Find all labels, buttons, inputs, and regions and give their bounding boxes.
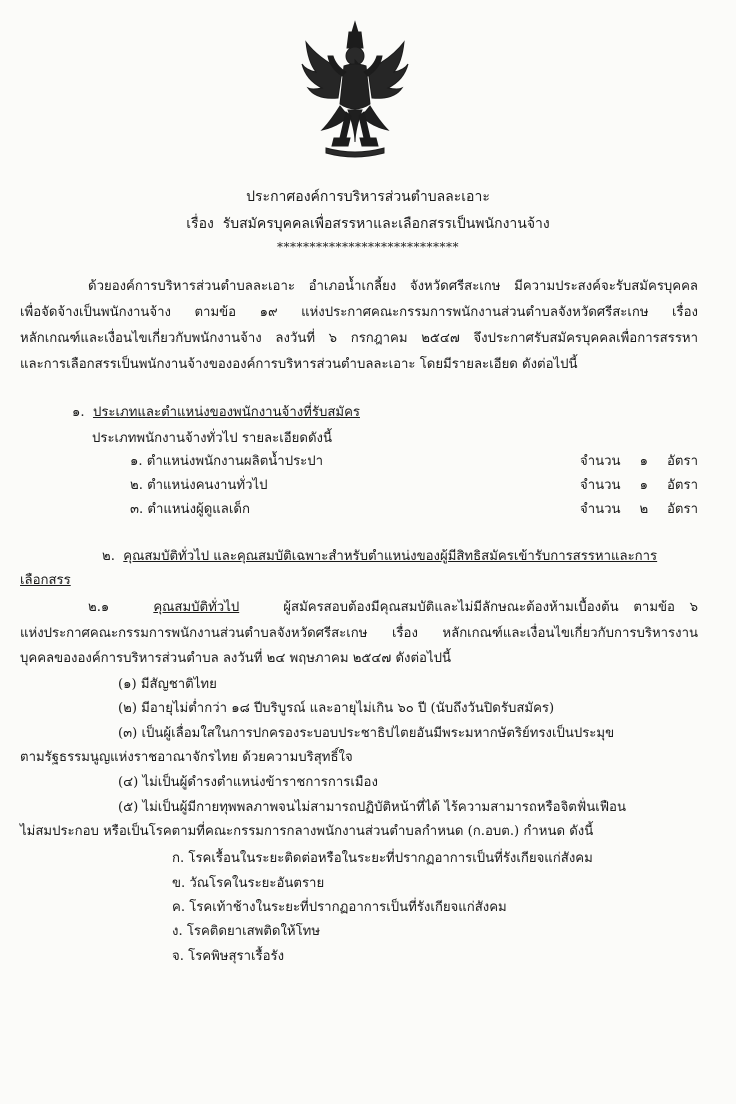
section2-heading-cont: เลือกสรร — [20, 573, 71, 588]
disease-item: ก. โรคเรื้อนในระยะติดต่อหรือในระยะที่ปรากฏอาการเป็นที่รังเกียจแก่สังคม — [172, 851, 593, 866]
section2-number: ๒. — [102, 549, 115, 564]
position-2-label: ๒. ตำแหน่งคนงานทั่วไป — [130, 478, 268, 493]
position-2-count: จำนวน ๑ อัตรา — [580, 478, 698, 493]
subject-text: รับสมัครบุคคลเพื่อสรรหาและเลือกสรรเป็นพนักงานจ้าง — [222, 216, 550, 232]
position-3-count: จำนวน ๒ อัตรา — [580, 502, 698, 517]
section2-heading — [102, 548, 657, 566]
section2-1-number: ๒.๑ — [88, 600, 110, 615]
disease-item: ง. โรคติดยาเสพติดให้โทษ — [172, 924, 321, 939]
intro-line-1: ด้วยองค์การบริหารส่วนตำบลละเอาะ อำเภอน้ำเกลี้ยง จังหวัดศรีสะเกษ มีความประสงค์จะรับสมัครบุคคล — [88, 279, 698, 294]
position-1-count: จำนวน ๑ อัตรา — [580, 454, 698, 469]
disease-item: ข. วัณโรคในระยะอันตราย — [172, 876, 325, 891]
section2-heading-text: คุณสมบัติทั่วไป และคุณสมบัติเฉพาะสำหรับตำแหน่งของผู้มีสิทธิสมัครเข้ารับการสรรหาและการ — [123, 549, 658, 564]
section2-1-line-1: ๒.๑ คุณสมบัติทั่วไป ผู้สมัครสอบต้องมีคุณสมบัติและไม่มีลักษณะต้องห้ามเบื้องต้น ตามข้อ ๖ — [88, 600, 699, 615]
intro-line-2: เพื่อจัดจ้างเป็นพนักงานจ้าง ตามข้อ ๑๙ แห่งประกาศคณะกรรมการพนักงานส่วนตำบลจังหวัดศรีสะเกษ เรื่อง — [20, 305, 698, 320]
position-3-label: ๓. ตำแหน่งผู้ดูแลเด็ก — [130, 502, 250, 517]
section1-heading-text: ประเภทและตำแหน่งของพนักงานจ้างที่รับสมัคร — [92, 405, 360, 420]
qualification-1: (๑) มีสัญชาติไทย — [118, 677, 217, 692]
qualification-3: (๓) เป็นผู้เลื่อมใสในการปกครองระบอบประชาธิปไตยอันมีพระมหากษัตริย์ทรงเป็นประมุข — [118, 726, 615, 741]
disease-item: จ. โรคพิษสุราเรื้อรัง — [172, 949, 285, 964]
disease-item: ค. โรคเท้าช้างในระยะที่ปรากฏอาการเป็นที่รังเกียจแก่สังคม — [172, 900, 507, 915]
document-subject — [0, 215, 736, 233]
header-separator: **************************** — [277, 240, 459, 254]
qualification-4: (๔) ไม่เป็นผู้ดำรงตำแหน่งข้าราชการการเมือง — [118, 775, 378, 790]
section1-subheading: ประเภทพนักงานจ้างทั่วไป รายละเอียดดังนี้ — [92, 431, 332, 446]
garuda-emblem — [300, 18, 410, 163]
section2-1-line-3: บุคคลขององค์การบริหารส่วนตำบล ลงวันที่ ๒๔ พฤษภาคม ๒๕๔๗ ดังต่อไปนี้ — [20, 651, 451, 666]
section2-1-line-2: แห่งประกาศคณะกรรมการพนักงานส่วนตำบลจังหวัดศรีสะเกษ เรื่อง หลักเกณฑ์และเงื่อนไขเกี่ยวกับการบริหารงาน — [20, 626, 698, 641]
intro-line-4: และการเลือกสรรเป็นพนักงานจ้างขององค์การบริหารส่วนตำบลละเอาะ โดยมีรายละเอียด ดังต่อไปนี้ — [20, 357, 578, 372]
document-title: ประกาศองค์การบริหารส่วนตำบลละเอาะ — [246, 189, 490, 205]
qualification-2: (๒) มีอายุไม่ต่ำกว่า ๑๘ ปีบริบูรณ์ และอายุไม่เกิน ๖๐ ปี (นับถึงวันปิดรับสมัคร) — [118, 701, 555, 716]
qualification-3-cont: ตามรัฐธรรมนูญแห่งราชอาณาจักรไทย ด้วยความบริสุทธิ์ใจ — [20, 750, 353, 765]
section1-heading — [72, 404, 360, 422]
section2-1-heading: คุณสมบัติทั่วไป — [153, 600, 240, 615]
qualification-5-cont: ไม่สมประกอบ หรือเป็นโรคตามที่คณะกรรมการกลางพนักงานส่วนตำบลกำหนด (ก.อบต.) กำหนด ดังนี้ — [20, 824, 594, 839]
subject-label: เรื่อง — [186, 216, 214, 232]
intro-line-3: หลักเกณฑ์และเงื่อนไขเกี่ยวกับพนักงานจ้าง ลงวันที่ ๖ กรกฎาคม ๒๕๔๗ จึงประกาศรับสมัครบุคคลเพื่อการสรรหา — [20, 331, 698, 346]
position-1-label: ๑. ตำแหน่งพนักงานผลิตน้ำประปา — [130, 454, 324, 469]
qualification-5: (๕) ไม่เป็นผู้มีกายทุพพลภาพจนไม่สามารถปฏิบัติหน้าที่ได้ ไร้ความสามารถหรือจิตฟั่นเฟือน — [118, 800, 626, 815]
section1-number: ๑. — [72, 405, 85, 420]
